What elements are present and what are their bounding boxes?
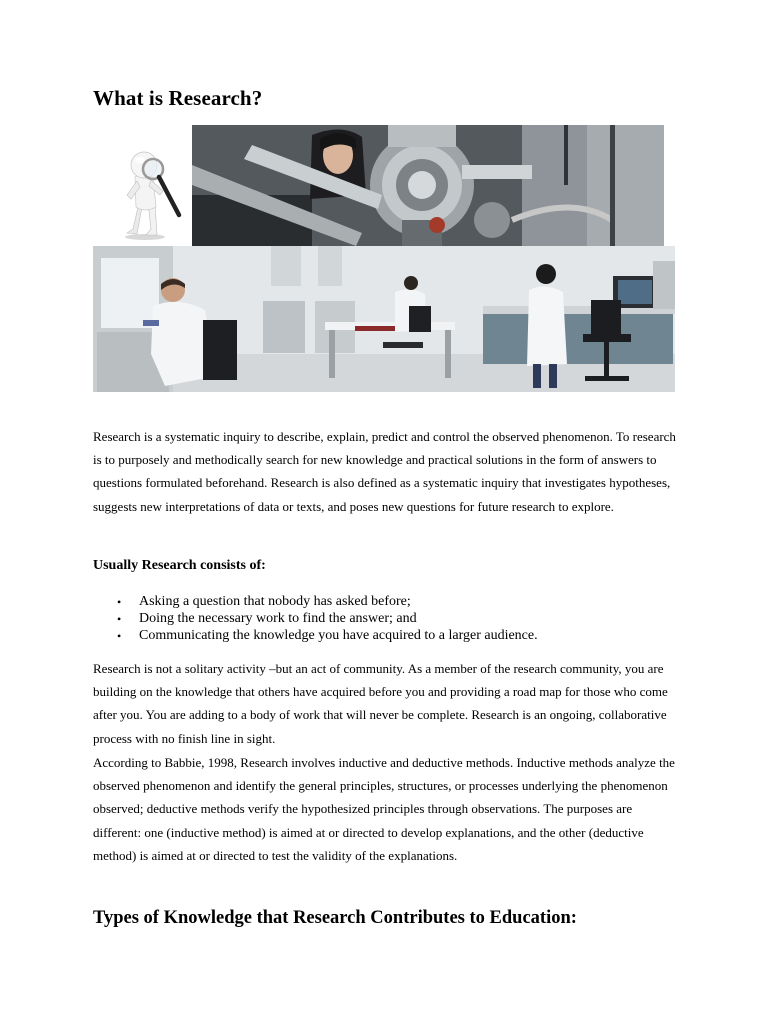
magnifying-glass-figure-icon xyxy=(93,125,192,246)
list-item-text: Asking a question that nobody has asked before; xyxy=(139,594,411,609)
list-item-text: Doing the necessary work to find the answer; and xyxy=(139,610,417,626)
community-paragraph: Research is not a solitary activity –but an act of community. As a member of the research community, you are building on the knowledge that others have acquired before you and providing a road map for those who come after you. You are adding to a body of work that will never be complete. Research is an ongoing, collaborative process with no finish line in sight. xyxy=(93,661,668,746)
list-item xyxy=(93,594,683,611)
intro-paragraph: Research is a systematic inquiry to describe, explain, predict and control the observed phenomenon. To research is to purposely and methodically search for new knowledge and practical solutions in the form of answers to questions formulated beforehand. Research is also defined as a systematic inquiry that investigates hypotheses, suggests new interpretations of data or texts, and poses new questions for future research to explore. xyxy=(93,429,676,514)
bullet-icon: • xyxy=(117,611,122,626)
bullet-icon: • xyxy=(117,628,122,643)
bullet-icon: • xyxy=(117,595,122,609)
methods-paragraph: According to Babbie, 1998, Research involves inductive and deductive methods. Inductive methods analyze the observed phenomenon and identify the general principles, structures, or processes underlying the phenomenon observed; deductive methods verify the hypothesized principles through observations. The purposes are different: one (inductive method) is aimed at or directed to develop explanations, and the other (deductive method) is aimed at or directed to test the validity of the explanations. xyxy=(93,755,675,863)
page-title: What is Research? xyxy=(93,86,263,110)
research-figure xyxy=(93,125,675,392)
list-item xyxy=(93,611,683,628)
list-item xyxy=(93,628,683,645)
laboratory-instrument-photo xyxy=(192,125,664,246)
research-steps-list xyxy=(93,594,683,644)
research-consists-subheading: Usually Research consists of: xyxy=(93,558,266,573)
laboratory-room-photo xyxy=(93,246,675,392)
section-heading: Types of Knowledge that Research Contributes to Education: xyxy=(93,908,577,928)
list-item-text: Communicating the knowledge you have acquired to a larger audience. xyxy=(139,627,538,643)
